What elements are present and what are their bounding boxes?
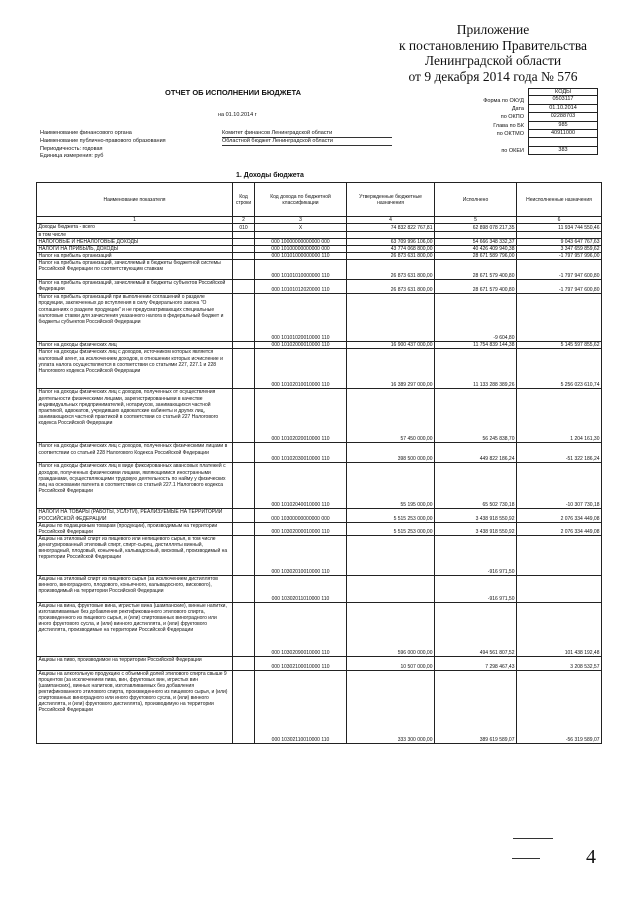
cell-left — [517, 575, 602, 602]
cell-done: -9 604,80 — [435, 294, 517, 342]
codes-header: КОДЫ — [528, 88, 598, 96]
cell-line — [233, 535, 255, 575]
cell-approved: 398 500 000,00 — [347, 443, 435, 463]
note-line-2: к постановлению Правительства — [398, 37, 588, 53]
cell-line — [233, 389, 255, 443]
cell-done: -916 971,50 — [435, 535, 517, 575]
cell-name: НАЛОГОВЫЕ И НЕНАЛОГОВЫЕ ДОХОДЫ — [37, 239, 233, 246]
cell-line — [233, 349, 255, 389]
table-row — [37, 602, 602, 656]
cell-done: 40 426 409 940,38 — [435, 246, 517, 253]
code-row — [440, 122, 598, 130]
report-title: ОТЧЕТ ОБ ИСПОЛНЕНИИ БЮДЖЕТА — [165, 88, 302, 97]
cell-left: 101 438 192,48 — [517, 602, 602, 656]
cell-code: 000 10100000000000 000 — [255, 246, 347, 253]
meta-value: Областной бюджет Ленинградской области — [222, 138, 392, 146]
cell-code: 000 10101000000000 110 — [255, 253, 347, 260]
cell-done: 28 671 579 400,80 — [435, 260, 517, 280]
cell-name: Акцизы на этиловый спирт из пищевого или непищевого сырья, в том числе денатурированный этиловый спирт, спирт-сырец, дистилляты винный, виноградный, плодовый, коньячный, кальвадосный, висковый, производимый на территории Российской Федерации — [37, 535, 233, 575]
code-value: 985 — [528, 122, 598, 130]
code-value: 01.10.2014 — [528, 105, 598, 113]
cell-name: Акцизы на алкогольную продукцию с объемной долей этилового спирта свыше 9 процентов (за исключением пива, вин, фруктовых вин, игристых вин (шампанских), винных напитков, изготавливаемых без добавления ректификованного этилового спирта, произведенного из пищевого сырья, и (или) спиртованных виноградного или иного фруктового сусла, и (или) винного дистиллята, и (или) фруктового дистиллята), производимую на территории Российской Федерации — [37, 670, 233, 743]
code-label: Форма по ОКУД — [483, 97, 524, 104]
cell-left: 9 043 647 767,63 — [517, 239, 602, 246]
cell-code: 000 10300000000000 000 — [255, 509, 347, 522]
cell-left: -10 307 730,18 — [517, 463, 602, 509]
cell-approved: 10 507 000,00 — [347, 656, 435, 670]
cell-left: 2 076 334 449,08 — [517, 509, 602, 522]
cell-done: 494 561 807,52 — [435, 602, 517, 656]
cell-left: 1 204 161,30 — [517, 389, 602, 443]
cell-code: 000 10102020010000 110 — [255, 389, 347, 443]
cell-left: -1 797 957 996,00 — [517, 253, 602, 260]
table-column-numbers — [37, 217, 602, 224]
cell-code: 000 10101010000000 110 — [255, 260, 347, 280]
column-header: Утвержденные бюджетные назначения — [347, 183, 435, 217]
table-row — [37, 670, 602, 743]
cell-code: 000 10102040010000 110 — [255, 463, 347, 509]
cell-line — [233, 463, 255, 509]
cell-code: 000 10302090010000 110 — [255, 602, 347, 656]
cell-code: 000 10302000010000 110 — [255, 522, 347, 535]
cell-done: 28 671 589 796,00 — [435, 253, 517, 260]
cell-done: 3 438 918 550,92 — [435, 522, 517, 535]
cell-name: Налог на доходы физических лиц в виде фиксированных авансовых платежей с доходов, полученных физическими лицами, являющимися иностранными гражданами, осуществляющими трудовую деятельность по найму у физических лиц на основании патента в соответствии со статьей 227.1 Налогового кодекса Российской Федерации — [37, 463, 233, 509]
cell-code: 000 10302100010000 110 — [255, 656, 347, 670]
cell-code: 000 10000000000000 000 — [255, 239, 347, 246]
cell-approved: 596 000 000,00 — [347, 602, 435, 656]
cell-left — [517, 535, 602, 575]
cell-line — [233, 280, 255, 294]
cell-done: 449 822 186,24 — [435, 443, 517, 463]
column-number: 5 — [435, 217, 517, 224]
cell-code — [255, 232, 347, 239]
code-row — [440, 138, 598, 146]
cell-name: Налог на прибыль организаций — [37, 253, 233, 260]
report-date: на 01.10.2014 г — [218, 112, 257, 118]
cell-left: 3 208 532,57 — [517, 656, 602, 670]
cell-line — [233, 670, 255, 743]
cell-left: -1 797 947 600,80 — [517, 280, 602, 294]
code-label: Глава по БК — [493, 122, 524, 129]
cell-done: 56 245 838,70 — [435, 389, 517, 443]
code-value: 383 — [528, 147, 598, 155]
cell-name: Налог на доходы физических лиц с доходов, полученных физическими лицами в соответствии со статьей 228 Налогового Кодекса Российской Федерации — [37, 443, 233, 463]
cell-left: 5 145 597 855,62 — [517, 342, 602, 349]
code-value: 40911000 — [528, 130, 598, 138]
table-row — [37, 280, 602, 294]
cell-approved: 74 832 822 767,81 — [347, 224, 435, 232]
table-row — [37, 389, 602, 443]
cell-line — [233, 443, 255, 463]
table-row — [37, 294, 602, 342]
table-row — [37, 535, 602, 575]
meta-label: Наименование финансового органа — [40, 130, 132, 136]
cell-approved: 26 873 631 800,00 — [347, 260, 435, 280]
cell-line — [233, 656, 255, 670]
code-row — [440, 113, 598, 121]
cell-code: X — [255, 224, 347, 232]
meta-row — [40, 146, 392, 154]
column-header: Исполнено — [435, 183, 517, 217]
cell-code: 000 10302010010000 110 — [255, 535, 347, 575]
cell-done: 11 754 839 144,38 — [435, 342, 517, 349]
table-row — [37, 522, 602, 535]
cell-left: 3 347 659 859,62 — [517, 246, 602, 253]
cell-code: 000 10102000010000 110 — [255, 342, 347, 349]
code-label: по ОКЕИ — [501, 147, 524, 154]
column-header: Наименование показателя — [37, 183, 233, 217]
cell-done — [435, 232, 517, 239]
cell-done: 7 298 467,43 — [435, 656, 517, 670]
meta-row — [40, 153, 392, 161]
cell-name: в том числе — [37, 232, 233, 239]
cell-approved: 16 900 437 000,00 — [347, 342, 435, 349]
meta-label: Единица измерения: руб — [40, 153, 104, 160]
table-row — [37, 509, 602, 522]
cell-approved: 55 195 000,00 — [347, 463, 435, 509]
cell-left: -56 319 589,07 — [517, 670, 602, 743]
cell-left: -1 797 947 600,80 — [517, 260, 602, 280]
code-value: 02288703 — [528, 113, 598, 121]
cell-name: Налог на доходы физических лиц с доходов, источником которых является налоговый агент, за исключением доходов, в отношении которых исчисление и уплата налога осуществляются в соответствии со статьями 227, 227.1 и 228 Налогового кодекса Российской Федерации — [37, 349, 233, 389]
table-row — [37, 239, 602, 246]
column-header: Код строки — [233, 183, 255, 217]
code-label: по ОКТМО — [496, 131, 524, 138]
cell-approved — [347, 294, 435, 342]
meta-label: Наименование публично-правового образования — [40, 137, 166, 144]
code-label: Дата — [511, 105, 524, 112]
cell-approved — [347, 575, 435, 602]
cell-line — [233, 246, 255, 253]
codes-block — [440, 88, 598, 155]
codes-header-row — [440, 88, 598, 96]
table-row — [37, 246, 602, 253]
cell-done: 28 671 579 400,80 — [435, 280, 517, 294]
cell-name: Налог на доходы физических лиц с доходов, полученных от осуществления деятельности физическими лицами, зарегистрированными в качестве индивидуальных предпринимателей, нотариусов, занимающихся частной практикой, адвокатов, учредивших адвокатские кабинеты и других лиц, занимающихся частной практикой в соответствии со статьей 227 Налогового кодекса Российской Федерации — [37, 389, 233, 443]
column-header: Код дохода по бюджетной классификации — [255, 183, 347, 217]
cell-approved — [347, 535, 435, 575]
column-number: 4 — [347, 217, 435, 224]
cell-name: НАЛОГИ НА ПРИБЫЛЬ, ДОХОДЫ — [37, 246, 233, 253]
cell-line — [233, 232, 255, 239]
cell-code: 000 10302011010000 110 — [255, 575, 347, 602]
cell-code: 000 10101020010000 110 — [255, 294, 347, 342]
table-row — [37, 253, 602, 260]
cell-approved: 5 515 253 000,00 — [347, 509, 435, 522]
meta-value: Комитет финансов Ленинградской области — [222, 130, 392, 138]
cell-left — [517, 232, 602, 239]
meta-label: Периодичность: годовая — [40, 145, 103, 152]
cell-name: Налог на прибыль организаций при выполнении соглашений о разделе продукции, заключенных до вступления в силу Федерального закона "О соглашениях о разделе продукции" и не предусматривающих специальные налоговые ставки для зачисления указанного налога в федеральный бюджет и бюджеты субъектов Российской Федерации — [37, 294, 233, 342]
cell-name: Доходы бюджета - всего — [37, 224, 233, 232]
cell-line: 010 — [233, 224, 255, 232]
table-row — [37, 349, 602, 389]
cell-line — [233, 239, 255, 246]
cell-name: Налог на прибыль организаций, зачисляемый в бюджеты бюджетной системы Российской Федерации по соответствующим ставкам — [37, 260, 233, 280]
cell-done: 3 438 918 550,92 — [435, 509, 517, 522]
footer-line — [513, 838, 553, 839]
cell-name: Акцизы на пиво, производимое на территории Российской Федерации — [37, 656, 233, 670]
cell-done: 11 133 288 389,26 — [435, 349, 517, 389]
cell-approved: 43 774 068 800,00 — [347, 246, 435, 253]
table-row — [37, 656, 602, 670]
table-row — [37, 342, 602, 349]
cell-approved: 63 709 996 106,00 — [347, 239, 435, 246]
cell-left: 2 076 334 449,08 — [517, 522, 602, 535]
cell-name: Налог на доходы физических лиц — [37, 342, 233, 349]
code-label: по ОКПО — [500, 114, 524, 121]
cell-approved: 5 515 253 000,00 — [347, 522, 435, 535]
cell-line — [233, 260, 255, 280]
cell-code: 000 10102010010000 110 — [255, 349, 347, 389]
cell-code: 000 10102030010000 110 — [255, 443, 347, 463]
cell-name: НАЛОГИ НА ТОВАРЫ (РАБОТЫ, УСЛУГИ), РЕАЛИЗУЕМЫЕ НА ТЕРРИТОРИИ РОССИЙСКОЙ ФЕДЕРАЦИИ — [37, 509, 233, 522]
column-number: 2 — [233, 217, 255, 224]
income-table — [36, 182, 602, 744]
section-title: 1. Доходы бюджета — [236, 172, 304, 179]
cell-done: 62 898 078 217,35 — [435, 224, 517, 232]
cell-done: 389 619 589,07 — [435, 670, 517, 743]
code-row — [440, 105, 598, 113]
cell-name: Налог на прибыль организаций, зачисляемый в бюджеты субъектов Российской Федерации — [37, 280, 233, 294]
cell-left: -51 322 186,24 — [517, 443, 602, 463]
table-header-row — [37, 183, 602, 217]
report-meta — [40, 130, 392, 161]
table-row — [37, 443, 602, 463]
cell-name: Акцизы на этиловый спирт из пищевого сырья (за исключением дистиллятов винного, виноградного, плодового, коньячного, кальвадосного, вискового), производимый на территории Российской Федерации — [37, 575, 233, 602]
footer-line-2 — [512, 858, 540, 859]
cell-approved — [347, 232, 435, 239]
table-row — [37, 575, 602, 602]
cell-line — [233, 509, 255, 522]
code-value — [528, 138, 598, 146]
column-number: 3 — [255, 217, 347, 224]
cell-line — [233, 602, 255, 656]
cell-line — [233, 522, 255, 535]
cell-approved: 333 300 000,00 — [347, 670, 435, 743]
code-row — [440, 96, 598, 104]
cell-left: 5 256 023 610,74 — [517, 349, 602, 389]
page-number: 4 — [586, 846, 596, 868]
meta-row — [40, 130, 392, 138]
note-line-1: Приложение — [456, 22, 530, 37]
meta-row — [40, 138, 392, 146]
code-row — [440, 147, 598, 155]
cell-line — [233, 253, 255, 260]
cell-name: Акцизы на вина, фруктовые вина, игристые вина (шампанские), винные напитки, изготавливаемые без добавления ректификованного этилового спирта, произведенного из пищевого сырья, и (или) спиртованных виноградного или иного фруктового сусла, и (или) винного дистиллята, и (или) фруктового дистиллята, производимые на территории Российской Федерации — [37, 602, 233, 656]
cell-line — [233, 342, 255, 349]
note-line-4: от 9 декабря 2014 года № 576 — [408, 68, 578, 84]
cell-approved: 26 873 631 800,00 — [347, 253, 435, 260]
cell-code: 000 10101012020000 110 — [255, 280, 347, 294]
cell-line — [233, 575, 255, 602]
cell-approved: 26 873 631 800,00 — [347, 280, 435, 294]
cell-code: 000 10302110010000 110 — [255, 670, 347, 743]
cell-left: 11 934 744 550,46 — [517, 224, 602, 232]
cell-done: 65 502 730,18 — [435, 463, 517, 509]
cell-done: 54 666 348 332,37 — [435, 239, 517, 246]
table-row — [37, 260, 602, 280]
cell-approved: 57 450 000,00 — [347, 389, 435, 443]
code-row — [440, 130, 598, 138]
cell-approved: 16 389 297 000,00 — [347, 349, 435, 389]
table-row — [37, 232, 602, 239]
table-row — [37, 463, 602, 509]
cell-name: Акцизы по подакцизным товарам (продукции), производимым на территории Российской Федерации — [37, 522, 233, 535]
column-number: 1 — [37, 217, 233, 224]
cell-line — [233, 294, 255, 342]
resolution-note — [378, 22, 608, 84]
cell-done: -916 971,50 — [435, 575, 517, 602]
column-header: Неисполненные назначения — [517, 183, 602, 217]
table-row — [37, 224, 602, 232]
column-number: 6 — [517, 217, 602, 224]
cell-left — [517, 294, 602, 342]
code-value: 0503117 — [528, 96, 598, 104]
note-line-3: Ленинградской области — [424, 53, 562, 68]
